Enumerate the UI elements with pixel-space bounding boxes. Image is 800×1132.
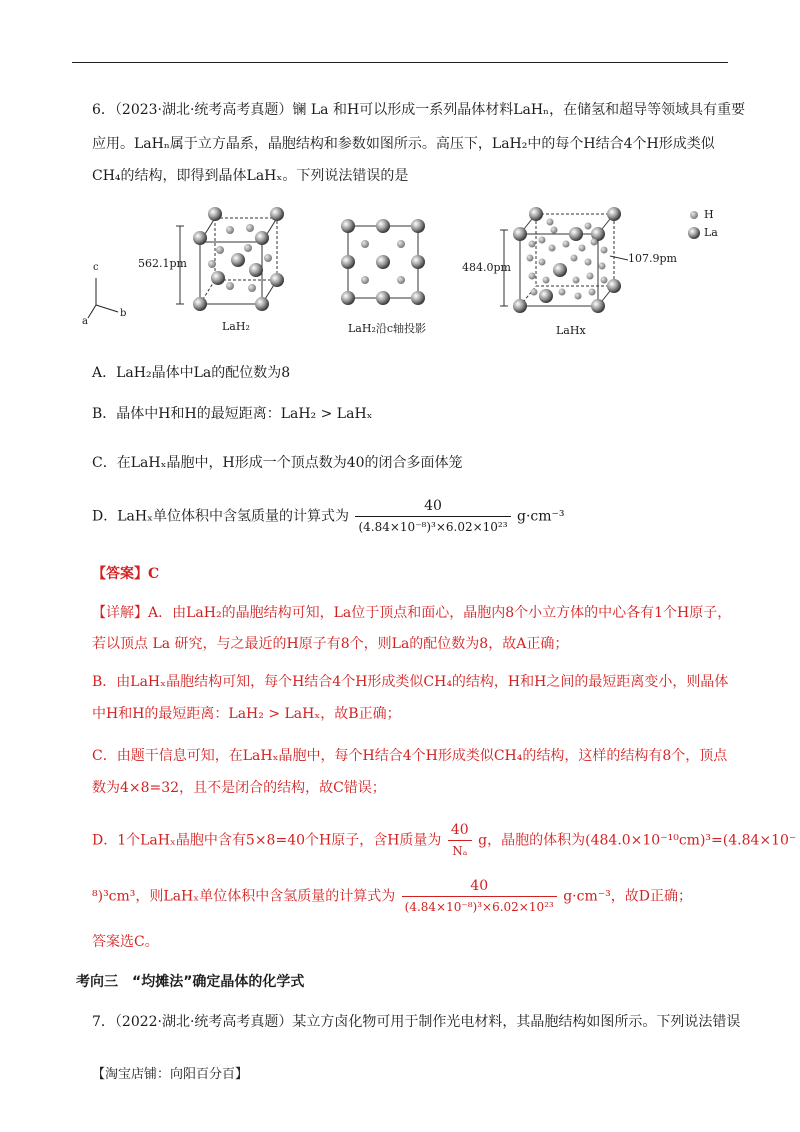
- explanation-c-line1: C．由题干信息可知，在LaHₓ晶胞中，每个H结合4个H形成类似CH₄的结构，这样的结构有8个，顶点: [92, 748, 728, 764]
- section-heading: 考向三 “均摊法”确定晶体的化学式: [76, 974, 305, 990]
- conclusion: 答案选C。: [92, 934, 159, 950]
- question7-line1: 7．（2022·湖北·统考高考真题）某立方卤化物可用于制作光电材料，其晶胞结构如图所示。下列说法错误: [92, 1014, 741, 1030]
- lah2-dimension-label: 562.1pm: [138, 257, 187, 270]
- option-d-denominator: (4.84×10⁻⁸)³×6.02×10²³: [355, 516, 510, 537]
- explanation-d-text2: g，晶胞的体积为(484.0×10⁻¹⁰cm)³=(4.84×10⁻: [478, 832, 797, 849]
- explanation-d-numerator2: 40: [470, 878, 489, 894]
- option-d-fraction: [355, 496, 510, 537]
- explanation-d-fraction1: [448, 820, 472, 861]
- legend: [688, 211, 700, 239]
- explanation-d-numerator1: 40: [450, 822, 469, 838]
- lahx-dimension-label: 484.0pm: [462, 261, 511, 274]
- explanation-b-line2: 中H和H的最短距离：LaH₂ > LaHₓ，故B正确；: [92, 706, 401, 722]
- explanation-d-text4: g·cm⁻³，故D正确；: [563, 888, 692, 905]
- footer-shop-label: 【淘宝店铺：向阳百分百】: [92, 1067, 249, 1082]
- explanation-d-line1: [92, 820, 797, 861]
- question6-line2: 应用。LaHₙ属于立方晶系，晶胞结构和参数如图所示。高压下，LaH₂中的每个H结合4个H形成类似: [92, 136, 715, 152]
- option-b: B．晶体中H和H的最短距离：LaH₂ > LaHₓ: [92, 406, 373, 422]
- option-a: A．LaH₂晶体中La的配位数为8: [92, 365, 291, 381]
- projection-caption: LaH₂沿c轴投影: [348, 322, 427, 335]
- explanation-d-line2: [92, 876, 730, 917]
- axis-b-label: b: [120, 308, 127, 319]
- axis-a-label: a: [82, 316, 88, 327]
- explanation-d-text1: D．1个LaHₓ晶胞中含有5×8=40个H原子，含H质量为: [92, 832, 442, 849]
- header-rule: [72, 62, 728, 63]
- lah2-caption: LaH₂: [222, 320, 250, 333]
- projection-atoms: [341, 219, 425, 305]
- question6-line1: 6．（2023·湖北·统考高考真题）镧 La 和H可以形成一系列晶体材料LaHₙ，在储氢和超导等领域具有重要: [92, 102, 746, 118]
- axes-icon: [88, 278, 118, 318]
- answer-label: 【答案】C: [92, 566, 160, 582]
- explanation-c-line2: 数为4×8=32，且不是闭合的结构，故C错误；: [92, 780, 386, 796]
- explanation-b-line1: B．由LaHₓ晶胞结构可知，每个H结合4个H形成类似CH₄的结构，H和H之间的最短距离变小，则晶体: [92, 674, 729, 690]
- option-d-numerator: 40: [424, 498, 442, 514]
- question6-line3: CH₄的结构，即得到晶体LaHₓ。下列说法错误的是: [92, 168, 409, 184]
- explanation-a-line2: 若以顶点 La 研究，与之最近的H原子有8个，则La的配位数为8，故A正确；: [92, 636, 569, 652]
- explanation-d-denominator2: (4.84×10⁻⁸)³×6.02×10²³: [402, 896, 557, 917]
- explanation-a-line1: 【详解】A．由LaH₂的晶胞结构可知，La位于顶点和面心，晶胞内8个小立方体的中心各有1个H原子，: [92, 605, 732, 621]
- option-c: C．在LaHₓ晶胞中，H形成一个顶点数为40的闭合多面体笼: [92, 455, 463, 471]
- lah2-atoms: [193, 207, 284, 311]
- lahx-caption: LaHx: [556, 324, 586, 337]
- explanation-d-denominator1: Nₐ: [448, 840, 472, 861]
- option-d: [92, 496, 730, 537]
- option-d-unit: g·cm⁻³: [517, 508, 565, 525]
- axis-c-label: c: [93, 262, 99, 273]
- crystal-figure: [80, 200, 740, 350]
- legend-h-label: H: [704, 208, 714, 221]
- option-d-text: D．LaHₓ单位体积中含氢质量的计算式为: [92, 508, 350, 525]
- explanation-d-fraction2: [402, 876, 557, 917]
- legend-la-label: La: [704, 226, 718, 239]
- explanation-d-text3: ⁸)³cm³，则LaHₓ单位体积中含氢质量的计算式为: [92, 888, 396, 905]
- bond-length-label: 107.9pm: [628, 252, 677, 265]
